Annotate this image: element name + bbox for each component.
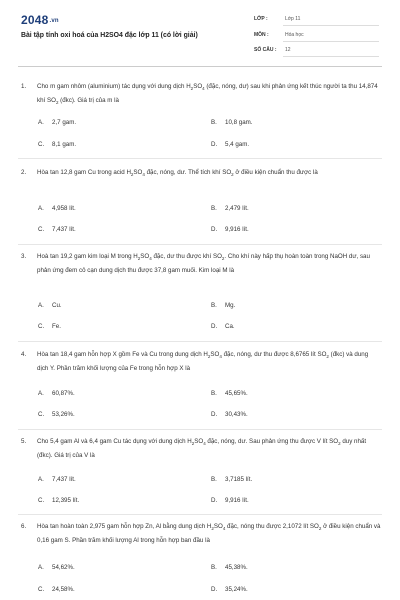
question-text: Hoà tan 19,2 gam kim loại M trong $H_2SO_4$ đặc, dư thu được khí $SO_2$. Cho khí này hấp thụ hoàn toàn trong NaOH dư, sau phản ứng đem cô cạn dung dịch thu được 37,8 gam muối. Kim loại M là [37,253,370,274]
option-b[interactable]: B. 45,38%. [211,564,248,571]
header-divider [18,66,382,67]
option-a[interactable]: A. 2,7 gam. [38,119,77,126]
meta-count-value: 12 [285,47,291,53]
question-number: 6. [21,523,27,530]
question-separator [18,429,382,430]
question-separator [18,158,382,159]
meta-subject-value: Hóa học [285,32,304,38]
question-number: 1. [21,83,27,90]
question-text: Hòa tan 12,8 gam Cu trong acid $H_2SO_4$ đặc, nóng, dư. Thể tích khí $SO_2$ ở điều kiện chuẩn thu được là [37,169,318,178]
option-a[interactable]: A. 4,958 lít. [38,205,76,212]
meta-grade-label: LỚP : [254,16,268,22]
option-b[interactable]: B. 10,8 gam. [211,119,253,126]
question-text: Hòa tan 18,4 gam hỗn hợp X gồm Fe và Cu trong dung dịch $H_2SO_4$ đặc, nóng, dư thu được 8,6765 lít $SO_2$ (đkc) và dung dịch Y. Phần trăm khối lượng của Fe trong hỗn hợp X là [37,351,369,372]
option-b[interactable]: B. 3,7185 lít. [211,476,253,483]
option-a[interactable]: A. 7,437 lít. [38,476,76,483]
option-c[interactable]: C. 7,437 lít. [38,226,76,233]
option-d[interactable]: D. 35,24%. [211,586,248,593]
option-a[interactable]: A. 54,62%. [38,564,75,571]
question-separator [18,244,382,245]
question-number: 5. [21,438,27,445]
option-b[interactable]: B. 2,479 lít. [211,205,249,212]
document-header [0,0,400,64]
meta-grade-value: Lớp 11 [285,16,301,22]
option-a[interactable]: A. Cu. [38,302,62,309]
option-c[interactable]: C. 8,1 gam. [38,141,77,148]
question-number: 3. [21,253,27,260]
option-d[interactable]: D. 5,4 gam. [211,141,250,148]
option-c[interactable]: C. 53,26%. [38,411,75,418]
option-c[interactable]: C. 12,395 lít. [38,497,80,504]
option-b[interactable]: B. Mg. [211,302,236,309]
question-text: Hòa tan hoàn toàn 2,975 gam hỗn hợp Zn, Al bằng dung dịch $H_2SO_4$ đặc, nóng thu được 2,1072 lít $SO_2$ ở điều kiện chuẩn và 0,16 gam S. Phần trăm khối lượng Al trong hỗn hợp ban đầu là [37,523,381,544]
option-d[interactable]: D. 30,43%. [211,411,248,418]
document-title: Bài tập tính oxi hoá của H2SO4 đặc lớp 11 (có lời giải) [21,32,198,39]
question-number: 4. [21,351,27,358]
option-c[interactable]: C. Fe. [38,323,61,330]
question-separator [18,341,382,342]
option-c[interactable]: C. 24,58%. [38,586,75,593]
option-d[interactable]: D. 9,916 lít. [211,497,249,504]
question-text: Cho 5,4 gam Al và 6,4 gam Cu tác dụng với dung dịch $H_2SO_4$ đặc, nóng, dư. Sau phản ứng thu được V lít $SO_2$ duy nhất (đkc). Giá trị của V là [37,438,367,459]
site-logo[interactable]: 2048.vn [21,13,59,27]
question-separator [18,514,382,515]
option-a[interactable]: A. 60,87%. [38,390,75,397]
option-d[interactable]: D. 9,916 lít. [211,226,249,233]
option-b[interactable]: B. 45,65%. [211,390,248,397]
meta-subject-label: MÔN : [254,32,269,38]
question-number: 2. [21,169,27,176]
option-d[interactable]: D. Ca. [211,323,235,330]
question-text: Cho m gam nhôm (aluminium) tác dụng với dung dịch $H_2SO_4$ (đặc, nóng, dư) sau khi phản ứng kết thúc người ta thu 14,874 khí $SO_2$ (đkc). Giá trị của m là [37,83,378,105]
meta-count-label: SỐ CÂU : [254,47,277,53]
